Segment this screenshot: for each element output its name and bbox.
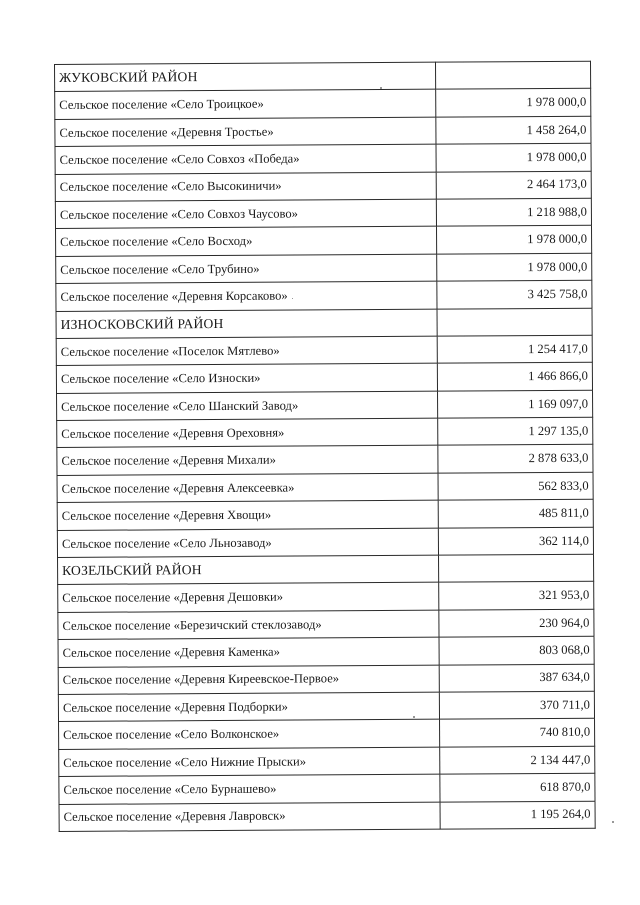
- settlement-amount: 1 466 866,0: [437, 363, 592, 391]
- table-row: [55, 116, 591, 147]
- table-row: [55, 89, 591, 120]
- table-row: [57, 472, 593, 503]
- settlement-name: Сельское поселение «Деревня Киреевское-Первое»: [58, 665, 439, 695]
- settlement-amount: 321 953,0: [439, 582, 594, 610]
- settlement-amount: 618 870,0: [440, 773, 595, 801]
- table-row: [58, 636, 594, 667]
- table-row: [59, 801, 595, 832]
- table-row: [55, 171, 591, 202]
- settlement-name: Сельское поселение «Деревня Михали»: [57, 446, 438, 476]
- settlement-amount: 387 634,0: [439, 664, 594, 692]
- scan-speck: [612, 821, 614, 823]
- settlement-amount: 1 195 264,0: [440, 801, 595, 829]
- scan-speck: [292, 298, 293, 299]
- district-header-row: [56, 308, 592, 339]
- settlement-amount: 1 218 988,0: [436, 198, 591, 226]
- settlement-amount: 2 464 173,0: [436, 171, 591, 199]
- settlement-name: Сельское поселение «Село Высокиничи»: [55, 172, 436, 202]
- settlement-name: Сельское поселение «Деревня Алексеевка»: [57, 473, 438, 503]
- settlement-name: Сельское поселение «Березичский стеклозавод»: [58, 610, 439, 640]
- settlement-name: Сельское поселение «Село Бурнашево»: [59, 774, 440, 804]
- table-row: [56, 226, 592, 257]
- settlement-amount: 740 810,0: [440, 719, 595, 747]
- table-row: [58, 691, 594, 722]
- settlement-name: Сельское поселение «Село Восход»: [56, 227, 437, 257]
- budget-allocation-table: [54, 61, 596, 832]
- settlement-amount: 562 833,0: [438, 472, 593, 500]
- settlement-amount: 2 878 633,0: [438, 445, 593, 473]
- table-row: [59, 773, 595, 804]
- settlement-amount: 1 458 264,0: [436, 116, 591, 144]
- table-row: [56, 363, 592, 394]
- settlement-name: Сельское поселение «Деревня Хвощи»: [57, 500, 438, 530]
- table-row: [56, 253, 592, 284]
- settlement-name: Сельское поселение «Село Нижние Прыски»: [59, 747, 440, 777]
- settlement-name: Сельское поселение «Село Совхоз «Победа»: [55, 144, 436, 174]
- table-row: [57, 499, 593, 530]
- settlement-amount: 1 978 000,0: [437, 253, 592, 281]
- settlement-amount: 2 134 447,0: [440, 746, 595, 774]
- settlement-amount: 362 114,0: [438, 527, 593, 555]
- settlement-amount: 485 811,0: [438, 499, 593, 527]
- settlement-amount: 1 254 417,0: [437, 335, 592, 363]
- settlement-name: Сельское поселение «Деревня Лавровск»: [59, 802, 440, 832]
- settlement-name: Сельское поселение «Село Льнозавод»: [57, 528, 438, 558]
- district-value-empty: [439, 554, 594, 582]
- table-body: [55, 61, 596, 831]
- table-row: [59, 746, 595, 777]
- table-row: [57, 390, 593, 421]
- settlement-amount: 1 978 000,0: [436, 226, 591, 254]
- scan-speck: [413, 716, 415, 718]
- settlement-name: Сельское поселение «Деревня Подборки»: [58, 692, 439, 722]
- table-row: [58, 609, 594, 640]
- settlement-amount: 1 978 000,0: [436, 143, 591, 171]
- district-value-empty: [435, 61, 590, 89]
- settlement-name: Сельское поселение «Село Трубино»: [56, 254, 437, 284]
- district-name: КОЗЕЛЬСКИЙ РАЙОН: [58, 555, 439, 585]
- table-row: [57, 527, 593, 558]
- table-row: [57, 445, 593, 476]
- settlement-amount: 1 169 097,0: [438, 390, 593, 418]
- settlement-name: Сельское поселение «Село Износки»: [56, 363, 437, 393]
- table-row: [57, 417, 593, 448]
- table-row: [59, 719, 595, 750]
- settlement-name: Сельское поселение «Деревня Тростье»: [55, 117, 436, 147]
- district-value-empty: [437, 308, 592, 336]
- table-row: [55, 143, 591, 174]
- table-row: [58, 582, 594, 613]
- settlement-amount: 1 297 135,0: [438, 417, 593, 445]
- settlement-name: Сельское поселение «Деревня Каменка»: [58, 637, 439, 667]
- settlement-name: Сельское поселение «Село Волконское»: [59, 720, 440, 750]
- settlement-name: Сельское поселение «Село Троицкое»: [55, 90, 436, 120]
- settlement-name: Сельское поселение «Деревня Корсаково»: [56, 281, 437, 311]
- budget-table-sheet: [54, 61, 589, 832]
- district-name: ИЗНОСКОВСКИЙ РАЙОН: [56, 309, 437, 339]
- district-header-row: [55, 61, 591, 92]
- settlement-amount: 3 425 758,0: [437, 280, 592, 308]
- settlement-name: Сельское поселение «Село Совхоз Чаусово»: [55, 199, 436, 229]
- settlement-amount: 1 978 000,0: [436, 89, 591, 117]
- settlement-amount: 803 068,0: [439, 636, 594, 664]
- settlement-name: Сельское поселение «Поселок Мятлево»: [56, 336, 437, 366]
- table-row: [56, 280, 592, 311]
- district-name: ЖУКОВСКИЙ РАЙОН: [55, 62, 436, 92]
- scan-speck: [380, 87, 382, 89]
- settlement-amount: 230 964,0: [439, 609, 594, 637]
- settlement-name: Сельское поселение «Село Шанский Завод»: [57, 391, 438, 421]
- table-row: [55, 198, 591, 229]
- settlement-amount: 370 711,0: [439, 691, 594, 719]
- table-row: [56, 335, 592, 366]
- district-header-row: [58, 554, 594, 585]
- settlement-name: Сельское поселение «Деревня Ореховня»: [57, 418, 438, 448]
- settlement-name: Сельское поселение «Деревня Дешовки»: [58, 583, 439, 613]
- table-row: [58, 664, 594, 695]
